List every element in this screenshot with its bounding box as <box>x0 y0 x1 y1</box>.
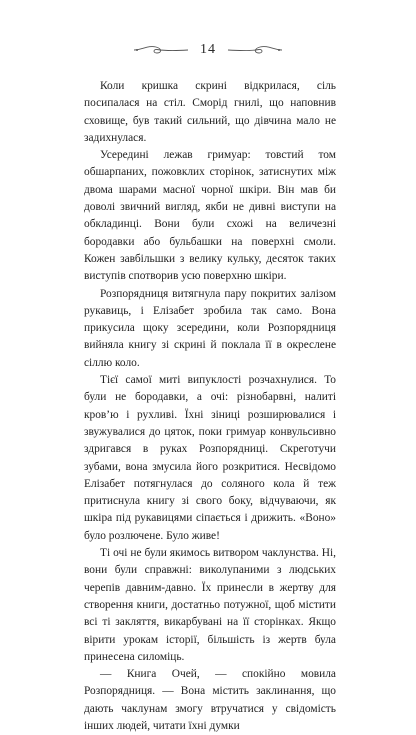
paragraph: Розпорядниця витягнула пару покритих залізом рукавиць, і Елізабет зробила так само. Вона прикусила щоку зсередини, коли Розпорядниця вийняла книгу зі скрині й поклала її в окреслене сіллю коло. <box>84 287 336 369</box>
paragraph: Усередині лежав гримуар: товстий том обшарпаних, пожовклих сторінок, затиснутих між двома шарами масної чорної шкіри. Він мав би доволі звичний вигляд, якби не дивні виступи на обкладинці. Вони були схожі на величезні бородавки або бульбашки на поверхні смоли. Кожен завбільшки з велику кульку, десяток таких виступів спотворив усю поверхню шкіри. <box>84 149 336 283</box>
paragraph: Тієї самої миті випуклості розчахнулися. То були не бородавки, а очі: різнобарвні, налиті кров’ю і рухливі. Їхні зіниці розширювалися і звужувалися до цяток, поки гримуар конвульсивно здригався в руках Розпорядниці. Скреготучи зубами, вона змусила його розкритися. Несвідомо Елізабет потягнулася до соляного кола й теж притиснула книгу зі свого боку, відчуваючи, як шкіра під рукавицями сіпається і дрижить. «Воно» було розлючене. Було живе! <box>84 374 336 542</box>
flourish-ornament-right-icon <box>226 43 284 57</box>
page-number: 14 <box>200 42 216 57</box>
paragraph: — Книга Очей, — спокійно мовила Розпорядниця. — Вона містить заклинання, що дають чаклунам змогу втручатися у свідомість інших людей, читати їхні думки <box>84 668 336 732</box>
paragraph: Коли кришка скрині відкрилася, сіль посипалася на стіл. Сморід гнилі, що наповнив сховище, був такий сильний, що дівчина мало не задихнулася. <box>84 80 336 144</box>
running-header <box>0 38 416 62</box>
body-text <box>84 78 336 735</box>
paragraph: Ті очі не були якимось витвором чаклунства. Ні, вони були справжні: виколупаними з людських черепів давним-давно. Їх принесли в жертву для створення книги, достатньо потужної, щоб містити всі ті закляття, викарбувані на її сторінках. Якщо вірити урокам історії, більшість із жертв була принесена силоміць. <box>84 547 336 663</box>
flourish-ornament-left-icon <box>132 43 190 57</box>
